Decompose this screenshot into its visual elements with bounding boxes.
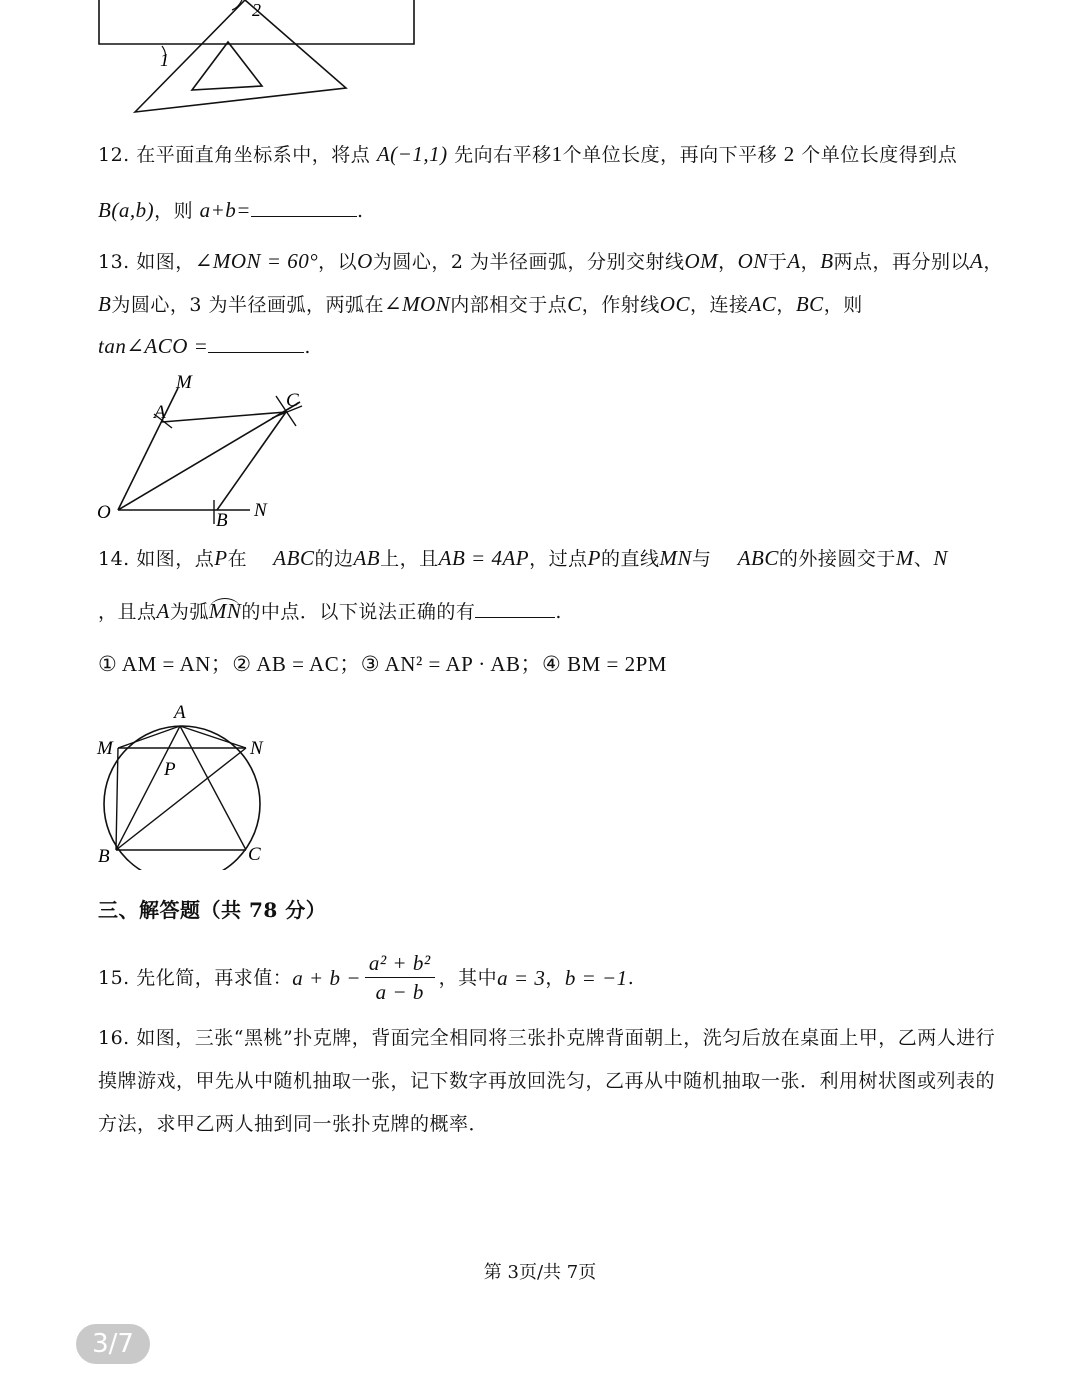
question-12-line2	[98, 200, 364, 221]
q15-sep: ，	[545, 966, 565, 989]
angle-label-1: 1	[160, 50, 169, 70]
q13-comma: ，	[800, 251, 821, 273]
q12-text3: 个单位长度，再向下平移	[562, 144, 778, 166]
q15-numerator: a² + b²	[365, 953, 435, 978]
q12-text5: ，则	[154, 200, 194, 222]
q14-line1d: 上，且	[380, 548, 439, 570]
q12-text1: 在平面直角坐标系中，将点	[136, 144, 371, 166]
question-13-line3	[98, 336, 311, 357]
label-C: C	[286, 390, 299, 411]
label-M: M	[97, 738, 113, 759]
q15-expr-lead: a + b −	[292, 965, 361, 990]
q15-number: 15.	[98, 966, 130, 989]
q15-text2: ，其中	[438, 966, 498, 989]
q14-arcMN: MN	[208, 599, 242, 623]
figure-q13-rhombus	[90, 366, 320, 532]
q13-line1f: ，	[983, 251, 1003, 273]
page-indicator-badge[interactable]: 3/7	[76, 1324, 150, 1364]
q13-angle2: ∠MON	[383, 292, 451, 316]
question-13-line1	[98, 251, 1003, 272]
q16-line1: 如图，三张“黑桃”扑克牌，背面完全相同将三张扑克牌背面朝上，洗匀后放在桌面上甲，乙两人进行	[136, 1027, 996, 1049]
q13-OC: OC	[659, 292, 690, 316]
question-15	[98, 948, 634, 1008]
q14-M: M	[895, 546, 914, 570]
q13-OM: OM	[684, 249, 719, 273]
q12-number: 12.	[98, 144, 130, 166]
q14-P: P	[214, 546, 228, 570]
q15-end: .	[627, 966, 635, 989]
q13-line1b: ，以	[318, 251, 358, 273]
q13-A2: A	[970, 249, 984, 273]
segment-BN	[116, 748, 246, 850]
question-14-options: ① AM = AN；② AB = AC；③ AN² = AP · AB；④ BM = 2PM	[98, 652, 667, 676]
q15-cond1: a = 3	[497, 965, 546, 990]
q14-A: A	[156, 599, 170, 623]
label-O: O	[97, 502, 111, 523]
q14-line2b: 为弧	[169, 601, 209, 623]
q13-B2: B	[98, 292, 112, 316]
q12-expr: a+b=	[199, 198, 251, 222]
segment-BC	[217, 412, 286, 510]
q14-number: 14.	[98, 548, 130, 570]
q14-line1h: 的外接圆交于	[778, 548, 896, 570]
label-A: A	[174, 702, 186, 723]
q12-end: .	[356, 200, 364, 222]
q12-answer-blank[interactable]	[251, 216, 357, 217]
label-B: B	[216, 510, 228, 531]
q13-answer-blank[interactable]	[208, 352, 304, 353]
q12-pointA: A(−1,1)	[376, 142, 448, 166]
q15-denominator: a − b	[375, 980, 424, 1004]
q13-BC: BC	[795, 292, 824, 316]
label-N: N	[254, 500, 267, 521]
q13-sep1: ，	[718, 251, 738, 273]
q13-line2e: ，则	[823, 294, 863, 316]
q14-MN: MN	[659, 546, 692, 570]
q14-answer-blank[interactable]	[475, 617, 555, 618]
question-16-line3: 方法，求甲乙两人抽到同一张扑克牌的概率．	[98, 1113, 489, 1135]
q13-line2c: ，作射线	[581, 294, 660, 316]
figure-triangle-ruler	[90, 0, 430, 120]
q14-sep: 、	[913, 548, 934, 570]
q14-line1e: ，过点	[529, 548, 588, 570]
q13-end: .	[304, 336, 311, 358]
q16-number: 16.	[98, 1027, 130, 1049]
q12-text2: 先向右平移	[454, 144, 552, 166]
q14-N: N	[933, 546, 948, 570]
figure-q14-circle	[94, 700, 276, 870]
q13-tan-expr: tan∠ACO =	[98, 334, 209, 358]
label-A: A	[154, 402, 166, 423]
question-14-line2	[98, 598, 562, 622]
q14-line1c: 的边	[314, 548, 354, 570]
q13-line2b: 内部相交于点	[450, 294, 568, 316]
q14-ABC2: ABC	[737, 546, 779, 570]
q14-line1g: 与	[692, 548, 712, 570]
q13-B: B	[820, 249, 834, 273]
q14-line1f: 的直线	[600, 548, 660, 570]
ruler-inner-triangle	[192, 42, 262, 90]
q13-O: O	[357, 249, 373, 273]
q13-line2a: 为圆心，3 为半径画弧，两弧在	[111, 294, 384, 316]
question-14-line1	[98, 548, 948, 569]
label-M: M	[176, 372, 192, 393]
q13-line1c: 为圆心，2 为半径画弧，分别交射线	[372, 251, 685, 273]
q13-AC: AC	[748, 292, 777, 316]
q13-angle: ∠MON = 60°	[194, 249, 319, 273]
question-12-line1	[98, 144, 957, 165]
q15-fraction	[365, 953, 435, 1003]
q13-line1a: 如图，	[136, 251, 195, 273]
question-13-line2	[98, 294, 863, 315]
q13-line1e: 两点，再分别以	[833, 251, 971, 273]
label-C: C	[248, 844, 261, 865]
section-3-heading: 三、解答题（共 78 分）	[98, 898, 327, 922]
q14-P2: P	[587, 546, 601, 570]
label-B: B	[98, 846, 110, 867]
q13-number: 13.	[98, 251, 130, 273]
q12-n1: 1	[551, 142, 563, 166]
q14-end: .	[555, 601, 562, 623]
q14-cond: AB = 4AP	[438, 546, 530, 570]
q14-line1a: 如图，点	[136, 548, 215, 570]
q14-line1b: 在	[227, 548, 248, 570]
q13-ON: ON	[737, 249, 768, 273]
q13-sep2: ，	[776, 294, 796, 316]
q13-A: A	[787, 249, 801, 273]
q12-pointB: B(a,b)	[98, 198, 155, 222]
page-footer: 第 3页/共 7页	[483, 1262, 597, 1283]
q14-AB: AB	[353, 546, 381, 570]
q13-C: C	[567, 292, 582, 316]
q14-line2c: 的中点．以下说法正确的有	[241, 601, 476, 623]
question-16-line2: 摸牌游戏，甲先从中随机抽取一张，记下数字再放回洗匀，乙再从中随机抽取一张．利用树状图或列表的	[98, 1070, 996, 1092]
label-N: N	[250, 738, 263, 759]
q14-line2a: ，且点	[98, 601, 157, 623]
angle-label-2: 2	[252, 0, 261, 20]
question-16-line1	[98, 1029, 995, 1048]
q13-line1d: 于	[767, 251, 788, 273]
q15-cond2: b = −1	[564, 965, 628, 990]
q12-text4: 个单位长度得到点	[801, 144, 958, 166]
label-P: P	[164, 759, 176, 780]
q15-text: 先化简，再求值：	[136, 966, 293, 989]
q12-n2: 2	[783, 142, 795, 166]
q13-line2d: ，连接	[689, 294, 749, 316]
q14-ABC: ABC	[273, 546, 315, 570]
